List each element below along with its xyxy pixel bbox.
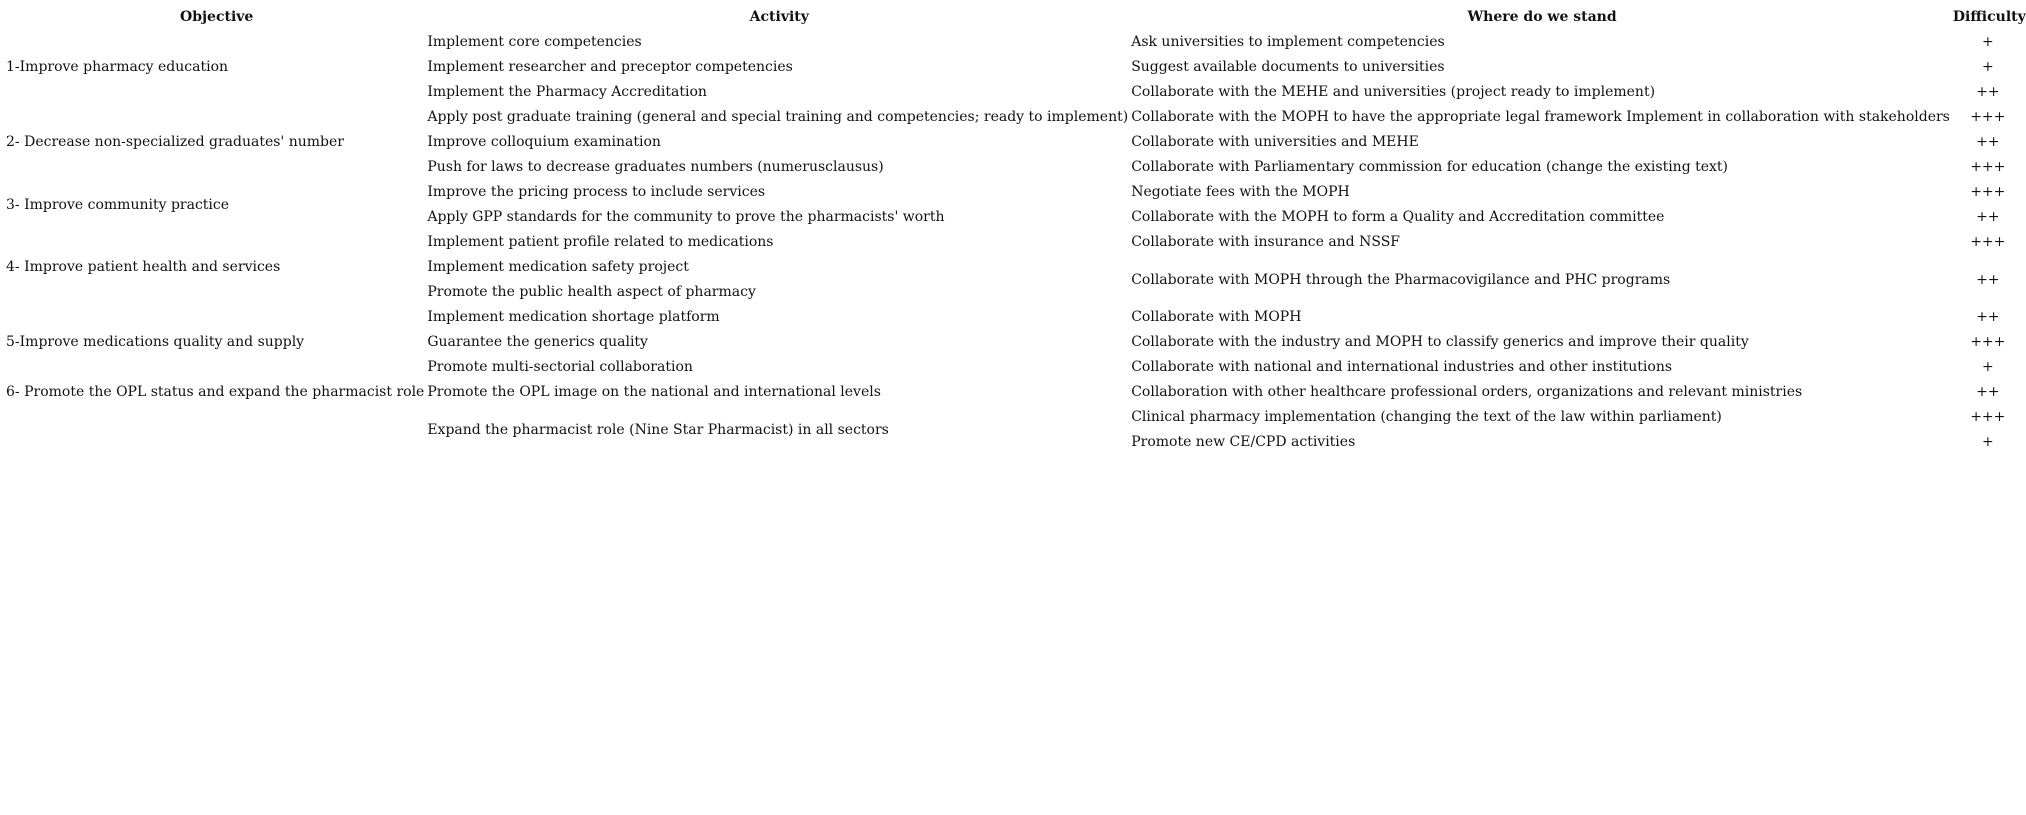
header-activity: Activity <box>749 9 809 25</box>
where-cell: Collaborate with Parliamentary commission for education (change the existing text) <box>1131 159 1728 175</box>
where-cell: Ask universities to implement competencies <box>1131 34 1445 50</box>
difficulty-cell: ++ <box>1976 271 2000 288</box>
objective-cell: 5-Improve medications quality and supply <box>6 334 305 350</box>
activity-cell: Implement medication safety project <box>427 259 689 275</box>
activity-cell: Implement researcher and preceptor competencies <box>427 59 793 75</box>
activity-cell: Apply GPP standards for the community to prove the pharmacists' worth <box>427 209 945 225</box>
difficulty-cell: + <box>1981 359 1994 375</box>
objective-cell: 4- Improve patient health and services <box>6 259 281 275</box>
table-row <box>6 230 2026 255</box>
activity-cell: Promote the OPL image on the national and international levels <box>427 384 881 400</box>
difficulty-cell: +++ <box>1970 109 2006 125</box>
header-objective: Objective <box>180 9 254 25</box>
difficulty-cell: + <box>1981 434 1994 450</box>
difficulty-cell: +++ <box>1970 334 2006 350</box>
activity-cell: Implement medication shortage platform <box>427 309 720 325</box>
difficulty-cell: ++ <box>1976 309 2000 325</box>
difficulty-cell: + <box>1981 59 1994 75</box>
activity-cell: Implement the Pharmacy Accreditation <box>427 84 707 100</box>
where-cell: Collaborate with MOPH through the Pharmacovigilance and PHC programs <box>1131 271 1671 288</box>
objective-cell: 3- Improve community practice <box>6 196 230 213</box>
objective-cell: 2- Decrease non-specialized graduates' number <box>6 134 344 150</box>
difficulty-cell: +++ <box>1970 159 2006 175</box>
where-cell: Promote new CE/CPD activities <box>1131 434 1356 450</box>
table-row <box>6 305 2026 330</box>
header-row <box>6 5 2026 30</box>
where-cell: Collaborate with MOPH <box>1131 309 1302 325</box>
where-cell: Collaboration with other healthcare professional orders, organizations and relevant ministries <box>1131 384 1803 400</box>
activity-cell: Implement patient profile related to medications <box>427 234 774 250</box>
difficulty-cell: +++ <box>1970 184 2006 200</box>
activity-cell: Improve the pricing process to include services <box>427 184 766 200</box>
where-cell: Collaborate with the MEHE and universities (project ready to implement) <box>1131 84 1656 100</box>
where-cell: Clinical pharmacy implementation (changing the text of the law within parliament) <box>1131 409 1722 425</box>
objective-cell: 1-Improve pharmacy education <box>6 59 229 75</box>
activity-cell: Apply post graduate training (general and special training and competencies; ready to implement) <box>427 109 1129 125</box>
difficulty-cell: +++ <box>1970 234 2006 250</box>
difficulty-cell: ++ <box>1976 209 2000 225</box>
where-cell: Collaborate with the MOPH to form a Quality and Accreditation committee <box>1131 209 1665 225</box>
where-cell: Collaborate with the MOPH to have the appropriate legal framework Implement in collaboration with stakeholders <box>1131 109 1950 125</box>
activity-cell: Guarantee the generics quality <box>427 334 648 350</box>
strategy-table <box>6 5 2026 455</box>
where-cell: Collaborate with the industry and MOPH to classify generics and improve their quality <box>1131 334 1749 350</box>
table-row <box>6 180 2026 205</box>
header-difficulty: Difficulty <box>1952 9 2026 25</box>
where-cell: Collaborate with universities and MEHE <box>1131 134 1419 150</box>
activity-cell: Implement core competencies <box>427 34 642 50</box>
activity-cell: Push for laws to decrease graduates numbers (numerusclausus) <box>427 159 884 175</box>
difficulty-cell: + <box>1981 34 1994 50</box>
difficulty-cell: +++ <box>1970 409 2006 425</box>
activity-cell: Improve colloquium examination <box>427 134 661 150</box>
table-row <box>6 30 2026 55</box>
where-cell: Negotiate fees with the MOPH <box>1131 184 1350 200</box>
where-cell: Collaborate with national and international industries and other institutions <box>1131 359 1673 375</box>
activity-cell: Expand the pharmacist role (Nine Star Pharmacist) in all sectors <box>427 421 889 438</box>
difficulty-cell: ++ <box>1976 384 2000 400</box>
table-row <box>6 105 2026 130</box>
difficulty-cell: ++ <box>1976 134 2000 150</box>
activity-cell: Promote the public health aspect of pharmacy <box>427 284 756 300</box>
difficulty-cell: ++ <box>1976 84 2000 100</box>
activity-cell: Promote multi-sectorial collaboration <box>427 359 693 375</box>
objective-cell: 6- Promote the OPL status and expand the pharmacist role <box>6 384 425 400</box>
where-cell: Suggest available documents to universities <box>1131 59 1445 75</box>
header-where: Where do we stand <box>1467 9 1617 25</box>
where-cell: Collaborate with insurance and NSSF <box>1131 234 1400 250</box>
table-row <box>6 380 2026 405</box>
